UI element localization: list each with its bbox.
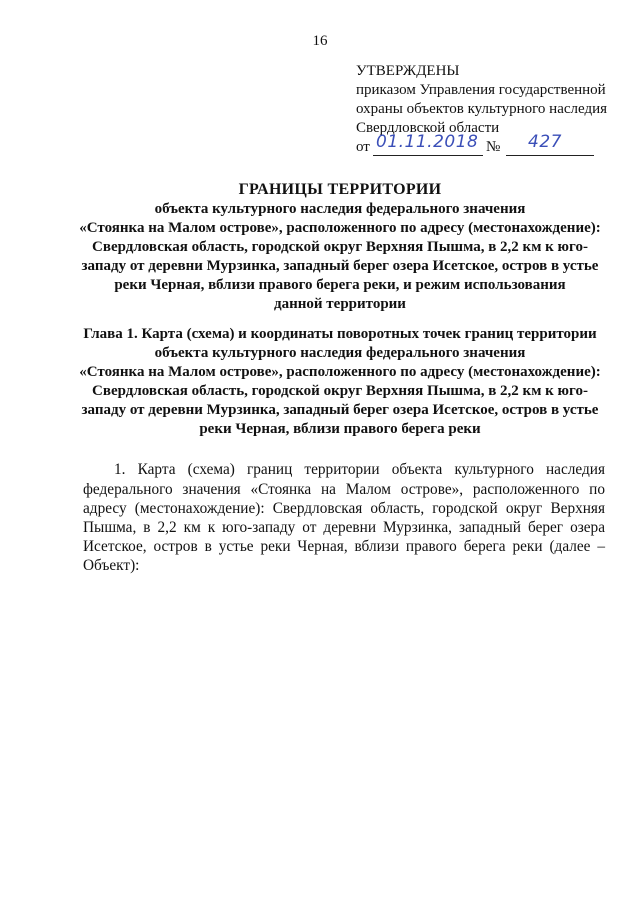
date-from-label: от <box>356 139 370 155</box>
approval-line-1: приказом Управления государственной <box>356 82 606 98</box>
approval-heading: УТВЕРЖДЕНЫ <box>356 63 460 79</box>
title-line-4: западу от деревни Мурзинка, западный берег озера Исетское, остров в устье <box>81 258 599 274</box>
number-underline <box>506 155 594 156</box>
number-label: № <box>486 139 501 155</box>
title-line-1: объекта культурного наследия федерального значения <box>154 201 526 217</box>
handwritten-date: 01.11.2018 <box>376 132 479 152</box>
date-underline <box>373 155 483 156</box>
document-title <box>70 180 610 314</box>
title-line-2: «Стоянка на Малом острове», расположенного по адресу (местонахождение): <box>79 220 601 236</box>
approval-block <box>356 62 607 158</box>
title-line-6: данной территории <box>274 296 406 312</box>
title-line-3: Свердловская область, городской округ Верхняя Пышма, в 2,2 км к юго- <box>92 239 588 255</box>
approval-line-3: Свердловской области <box>356 120 500 136</box>
chapter-line-1: Глава 1. Карта (схема) и координаты поворотных точек границ территории <box>83 326 597 342</box>
page-number: 16 <box>312 33 328 49</box>
chapter-line-3: «Стоянка на Малом острове», расположенного по адресу (местонахождение): <box>79 364 601 380</box>
chapter-line-5: западу от деревни Мурзинка, западный берег озера Исетское, остров в устье <box>81 402 599 418</box>
approval-line-2: охраны объектов культурного наследия <box>356 101 608 117</box>
handwritten-number: 427 <box>528 132 562 152</box>
title-main: ГРАНИЦЫ ТЕРРИТОРИИ <box>238 181 442 198</box>
chapter-heading <box>70 325 610 439</box>
chapter-line-4: Свердловская область, городской округ Верхняя Пышма, в 2,2 км к юго- <box>92 383 588 399</box>
chapter-line-2: объекта культурного наследия федерального значения <box>154 345 526 361</box>
paragraph-1: 1. Карта (схема) границ территории объекта культурного наследия федерального значения «Стоянка на Малом острове», расположенного по адресу (местонахождение): Свердловская область, городской округ Верхняя Пышма, в 2,2 км к юго-западу от деревни Мурзинка, западный берег озера Исетское, остров в устье реки Черная, вблизи правого берега реки (далее – Объект): <box>83 461 605 575</box>
title-line-5: реки Черная, вблизи правого берега реки, и режим использования <box>114 277 566 293</box>
chapter-line-6: реки Черная, вблизи правого берега реки <box>199 421 481 437</box>
approval-date-number-row <box>356 132 607 158</box>
